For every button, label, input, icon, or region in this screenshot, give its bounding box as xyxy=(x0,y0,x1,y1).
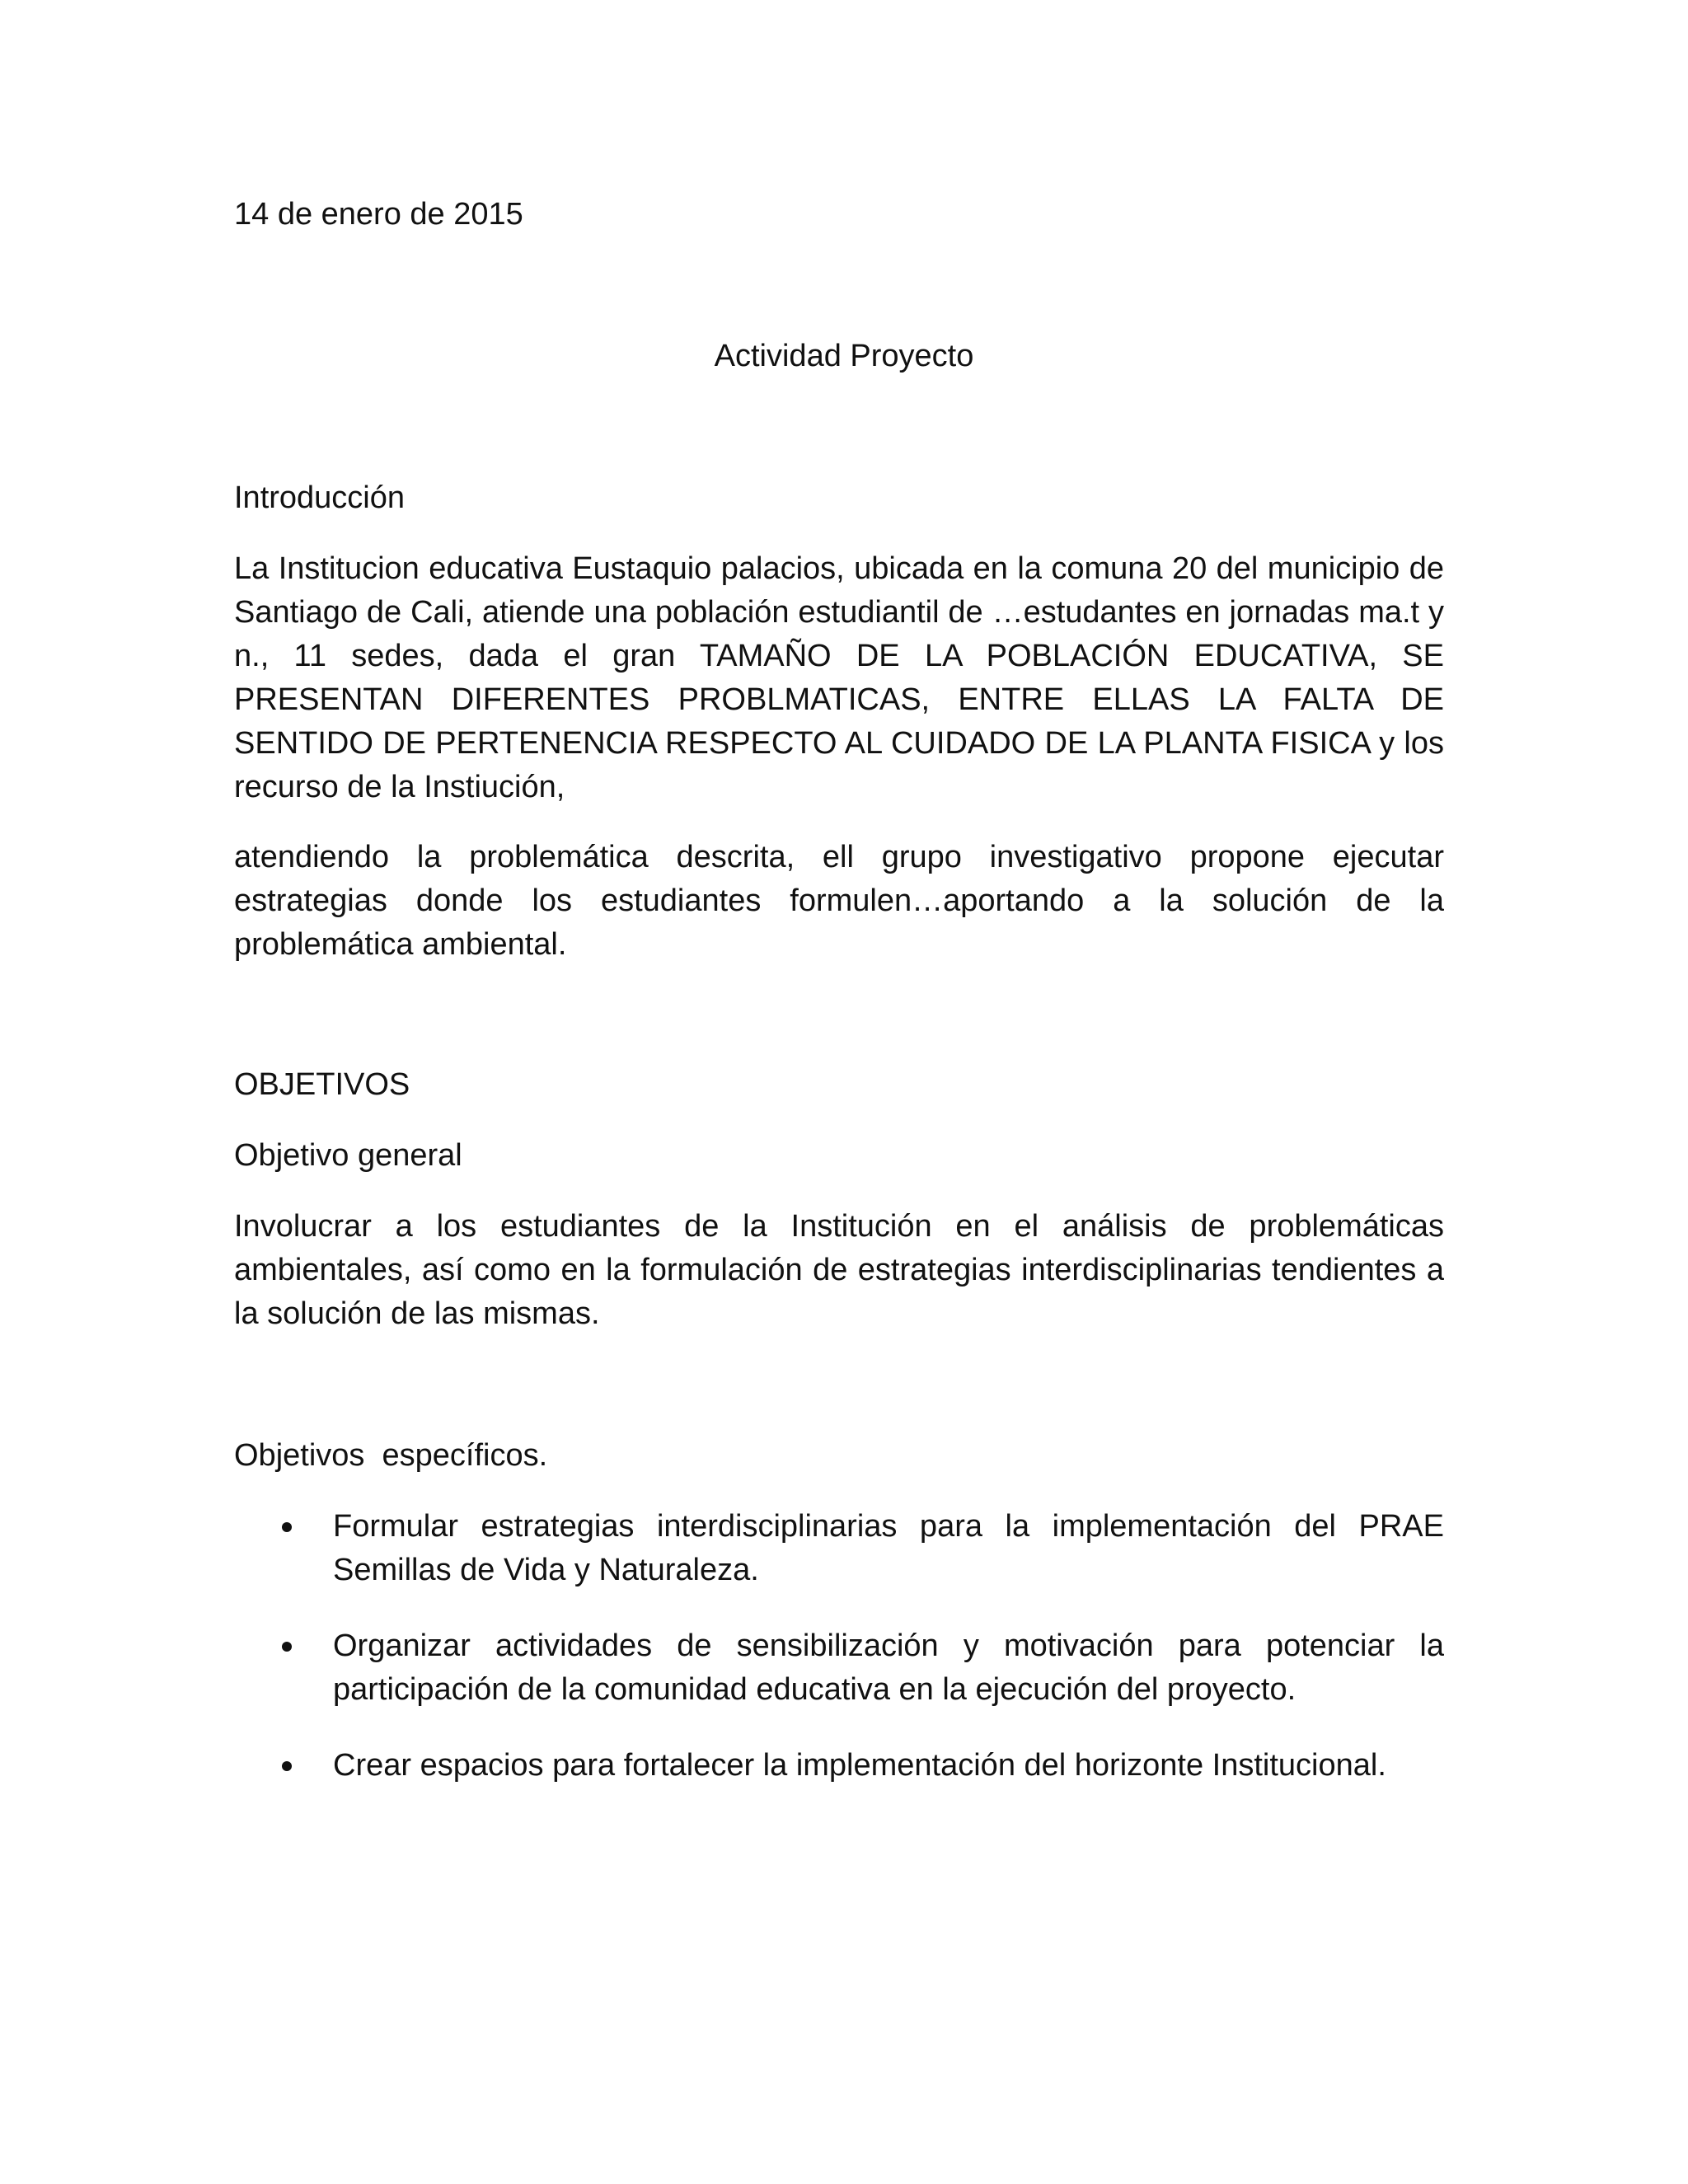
list-item xyxy=(234,1624,1444,1712)
list-item xyxy=(234,1505,1444,1592)
list-item xyxy=(234,1744,1444,1788)
objectives-heading: OBJETIVOS xyxy=(234,1067,410,1102)
document-title: Actividad Proyecto xyxy=(714,339,974,373)
bullet-icon xyxy=(282,1761,292,1771)
bullet-icon xyxy=(282,1522,292,1532)
general-objective-heading: Objetivo general xyxy=(234,1138,462,1173)
proposal-paragraph: atendiendo la problemática descrita, ell grupo investigativo propone ejecutar estrategias donde los estudiantes formulen…aportando a la solución de la problemática ambiental. xyxy=(234,840,1444,962)
introduction-paragraph: La Institucion educativa Eustaquio palacios, ubicada en la comuna 20 del municipio de Santiago de Cali, atiende una población estudiantil de …estudantes en jornadas ma.t y n., 11 sedes, dada el gran TAMAÑO DE LA POBLACIÓN EDUCATIVA, SE PRESENTAN DIFERENTES PROBLMATICAS, ENTRE ELLAS LA FALTA DE SENTIDO DE PERTENENCIA RESPECTO AL CUIDADO DE LA PLANTA FISICA y los recurso de la Instiución, xyxy=(234,551,1444,804)
document-date: 14 de enero de 2015 xyxy=(234,197,523,232)
specific-objectives-list xyxy=(234,1505,1444,1820)
general-objective-paragraph: Involucrar a los estudiantes de la Institución en el análisis de problemáticas ambientales, así como en la formulación de estrategias interdisciplinarias tendientes a la solución de las mismas. xyxy=(234,1209,1444,1331)
list-item-text: Formular estrategias interdisciplinarias para la implementación del PRAE Semillas de Vida y Naturaleza. xyxy=(333,1509,1444,1587)
list-item-text: Crear espacios para fortalecer la implementación del horizonte Institucional. xyxy=(333,1748,1386,1783)
bullet-icon xyxy=(282,1642,292,1652)
list-item-text: Organizar actividades de sensibilización y motivación para potenciar la participación de la comunidad educativa en la ejecución del proyecto. xyxy=(333,1629,1444,1707)
specific-objectives-heading: Objetivos específicos. xyxy=(234,1438,548,1473)
introduction-heading: Introducción xyxy=(234,480,406,515)
